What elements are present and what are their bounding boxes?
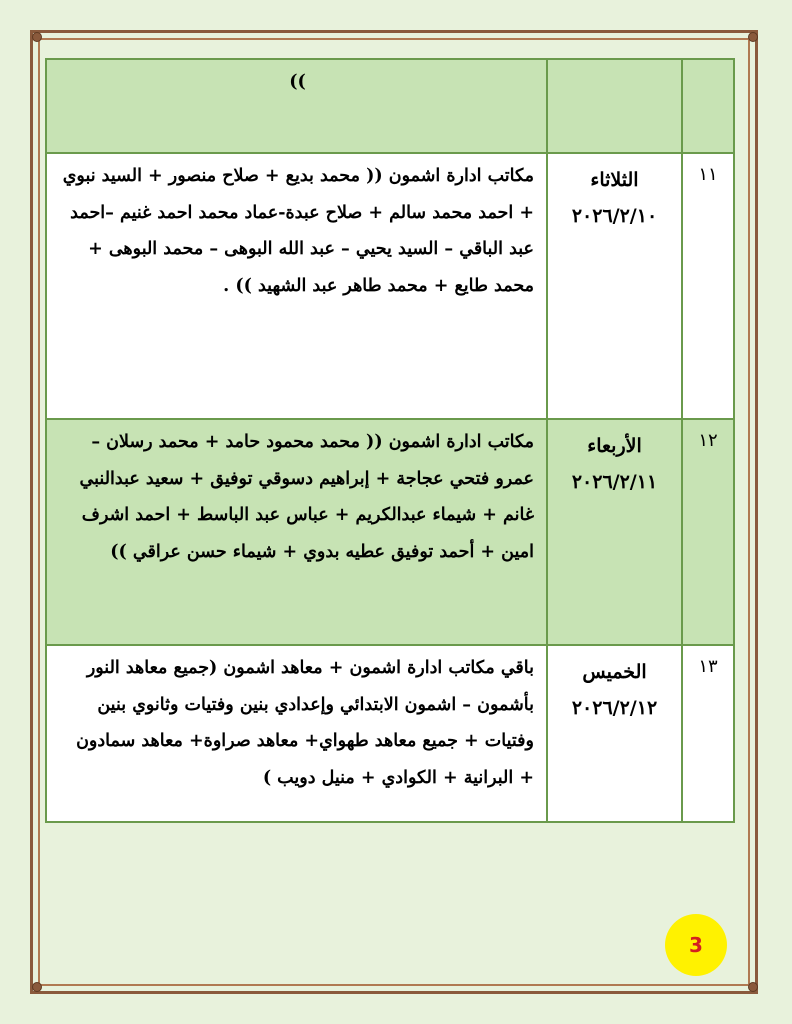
details-cell: باقي مكاتب ادارة اشمون + معاهد اشمون (جميع معاهد النور بأشمون – اشمون الابتدائي وإعدادي بنين وفتيات وثانوي بنين وفتيات + جميع معاهد طهواي+ معاهد صراوة+ معاهد سمادون + البرانية + الكوادي + منيل دويب ) <box>46 645 547 822</box>
date: ٢٠٢٦/٢/١٠ <box>571 205 658 227</box>
day-date-cell <box>547 153 682 419</box>
details-cell: )) <box>46 59 547 153</box>
details-cell: مكاتب ادارة اشمون (( محمد محمود حامد + محمد رسلان – عمرو فتحي عجاجة + إبراهيم دسوقي توفيق + سعيد عبدالنبي غانم + شيماء عبدالكريم + عباس عبد الباسط + احمد اشرف امين + أحمد توفيق عطيه بدوي + شيماء حسن عراقي )) <box>46 419 547 645</box>
corner-ornament <box>32 32 42 42</box>
table-row <box>46 419 734 645</box>
row-number: ١٣ <box>682 645 734 822</box>
corner-ornament <box>748 32 758 42</box>
row-number <box>682 59 734 153</box>
date: ٢٠٢٦/٢/١٢ <box>571 697 658 719</box>
day-date-cell <box>547 419 682 645</box>
row-number: ١١ <box>682 153 734 419</box>
day-name: الثلاثاء <box>590 169 639 191</box>
details-cell: مكاتب ادارة اشمون (( محمد بديع + صلاح منصور + السيد نبوي + احمد محمد سالم + صلاح عبدة-عماد محمد احمد غنيم –احمد عبد الباقي – السيد يحيي – عبد الله البوهى – محمد البوهى + محمد طايع + محمد طاهر عبد الشهيد )) . <box>46 153 547 419</box>
corner-ornament <box>748 982 758 992</box>
page-number-badge: 3 <box>665 914 727 976</box>
row-number: ١٢ <box>682 419 734 645</box>
day-date-cell <box>547 645 682 822</box>
table-row <box>46 645 734 822</box>
day-name: الخميس <box>582 661 647 683</box>
day-date-cell <box>547 59 682 153</box>
table-row <box>46 59 734 153</box>
corner-ornament <box>32 982 42 992</box>
day-name: الأربعاء <box>587 435 642 457</box>
table-row <box>46 153 734 419</box>
schedule-table <box>45 58 735 823</box>
date: ٢٠٢٦/٢/١١ <box>571 471 658 493</box>
